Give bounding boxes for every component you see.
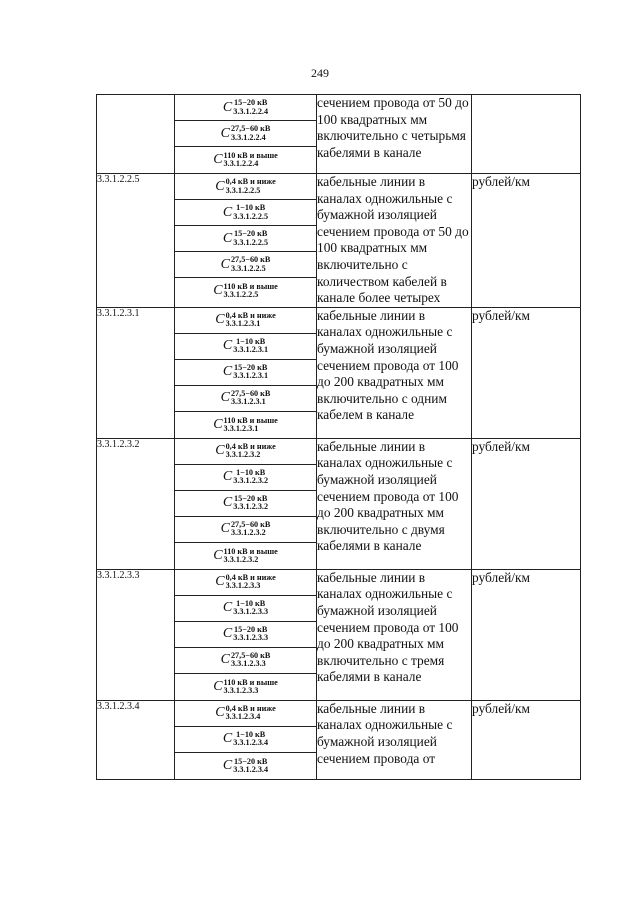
symbol-entry [175, 334, 316, 360]
symbol-entry [175, 701, 316, 727]
symbol-base: C [222, 338, 233, 354]
symbol-index: 3.3.1.2.3.4 [233, 738, 269, 748]
symbol-voltage: 27,5−60 кВ [230, 651, 271, 661]
symbol-index: 3.3.1.2.2.5 [233, 237, 269, 247]
symbol-base: C [222, 364, 233, 380]
symbol-base: C [222, 731, 233, 747]
symbol-index: 3.3.1.2.2.5 [225, 185, 261, 195]
symbol-base: C [220, 521, 230, 537]
symbol-base: C [213, 547, 223, 563]
row-description: кабельные линии в каналах одножильные с бумажной изоляцией сечением провода от 100 до 200 квадратных мм включительно с одним кабелем в канале [317, 307, 472, 438]
symbol-base: C [213, 152, 223, 167]
symbol-base: C [220, 652, 230, 668]
symbol-voltage: 15−20 кВ [234, 98, 268, 108]
symbol-entry [175, 727, 316, 753]
symbol-entry [175, 491, 316, 517]
symbol-index: 3.3.1.2.3.3 [233, 633, 269, 643]
symbol-index: 3.3.1.2.3.3 [233, 607, 269, 617]
symbol-base: C [222, 600, 233, 616]
row-code: 3.3.1.2.3.1 [97, 307, 175, 438]
symbol-index: 3.3.1.2.3.3 [230, 659, 266, 669]
symbol-voltage: 15−20 кВ [234, 625, 268, 635]
symbol-base: C [222, 757, 233, 773]
symbol-voltage: 15−20 кВ [234, 363, 268, 373]
symbol-cell [175, 174, 317, 308]
symbol-index: 3.3.1.2.3.1 [233, 345, 269, 355]
symbol-entry [175, 360, 316, 386]
symbol-base: C [215, 178, 225, 194]
symbol-voltage: 15−20 кВ [234, 756, 268, 766]
row-description: кабельные линии в каналах одножильные с бумажной изоляцией сечением провода от 100 до 200 квадратных мм включительно с двумя кабелями в канале [317, 438, 472, 569]
symbol-base: C [222, 626, 233, 642]
table-row [97, 307, 581, 438]
symbol-voltage: 1−10 кВ [236, 599, 266, 609]
symbol-base: C [222, 495, 233, 511]
symbol-index: 3.3.1.2.3.3 [225, 581, 261, 591]
symbol-voltage: 15−20 кВ [234, 229, 268, 239]
symbol-voltage: 110 кВ и выше [223, 281, 278, 291]
table-body [97, 95, 581, 780]
symbol-cell [175, 95, 317, 174]
symbol-entry [175, 674, 316, 700]
symbol-voltage: 1−10 кВ [236, 337, 266, 347]
symbol-base: C [222, 469, 233, 485]
symbol-base: C [215, 312, 225, 328]
row-code: 3.3.1.2.3.3 [97, 569, 175, 700]
symbol-voltage: 0,4 кВ и ниже [225, 704, 276, 714]
symbol-entry [175, 439, 316, 465]
symbol-voltage: 0,4 кВ и ниже [225, 177, 276, 187]
symbol-index: 3.3.1.2.3.1 [230, 397, 266, 407]
row-unit: рублей/км [472, 569, 581, 700]
symbol-base: C [215, 705, 225, 721]
symbol-voltage: 1−10 кВ [236, 203, 266, 213]
symbol-voltage: 15−20 кВ [234, 494, 268, 504]
symbol-voltage: 1−10 кВ [236, 468, 266, 478]
table-row [97, 700, 581, 779]
symbol-cell [175, 438, 317, 569]
symbol-entry [175, 226, 316, 252]
symbol-index: 3.3.1.2.3.1 [225, 319, 261, 329]
symbol-index: 3.3.1.2.3.1 [233, 371, 269, 381]
symbol-entry [175, 622, 316, 648]
symbol-base: C [215, 574, 225, 590]
symbol-base: C [213, 283, 223, 298]
symbol-voltage: 27,5−60 кВ [230, 124, 271, 134]
symbol-voltage: 27,5−60 кВ [230, 520, 271, 530]
row-code [97, 95, 175, 174]
symbol-voltage: 0,4 кВ и ниже [225, 573, 276, 583]
row-code: 3.3.1.2.3.4 [97, 700, 175, 779]
symbol-base: C [222, 99, 233, 115]
page-number: 249 [311, 66, 329, 80]
symbol-voltage: 1−10 кВ [236, 730, 266, 740]
symbol-index: 3.3.1.2.3.2 [233, 502, 269, 512]
row-unit: рублей/км [472, 174, 581, 308]
table-row [97, 438, 581, 569]
symbol-base: C [220, 390, 230, 406]
symbol-base: C [222, 204, 233, 220]
symbol-entry [175, 386, 316, 412]
symbol-voltage: 110 кВ и выше [223, 150, 278, 160]
symbol-index: 3.3.1.2.2.5 [230, 263, 266, 273]
symbol-voltage: 27,5−60 кВ [230, 255, 271, 265]
symbol-entry [175, 412, 316, 438]
symbol-entry [175, 95, 316, 121]
symbol-index: 3.3.1.2.3.2 [230, 528, 266, 538]
row-unit: рублей/км [472, 307, 581, 438]
table-row [97, 569, 581, 700]
symbol-voltage: 27,5−60 кВ [230, 389, 271, 399]
symbol-voltage: 110 кВ и выше [223, 546, 278, 556]
symbol-index: 3.3.1.2.3.2 [223, 554, 259, 564]
symbol-index: 3.3.1.2.2.4 [230, 132, 266, 142]
symbol-index: 3.3.1.2.3.1 [223, 423, 259, 433]
symbol-cell [175, 569, 317, 700]
symbol-entry [175, 278, 316, 304]
symbol-entry [175, 753, 316, 779]
symbol-voltage: 110 кВ и выше [223, 415, 278, 425]
symbol-base: C [213, 678, 223, 694]
symbol-voltage: 110 кВ и выше [223, 677, 278, 687]
row-code: 3.3.1.2.2.5 [97, 174, 175, 308]
row-description: кабельные линии в каналах одножильные с бумажной изоляцией сечением провода от 50 до 100 квадратных мм включительно с количеством кабелей в канале более четырех [317, 174, 472, 308]
symbol-base: C [213, 416, 223, 432]
symbol-index: 3.3.1.2.2.5 [223, 290, 259, 299]
symbol-base: C [220, 125, 230, 141]
row-unit: рублей/км [472, 438, 581, 569]
row-description: сечением провода от 50 до 100 квадратных мм включительно с четырьмя кабелями в канале [317, 95, 472, 174]
symbol-entry [175, 570, 316, 596]
symbol-voltage: 0,4 кВ и ниже [225, 442, 276, 452]
symbol-entry [175, 121, 316, 147]
symbol-entry [175, 174, 316, 200]
row-description: кабельные линии в каналах одножильные с бумажной изоляцией сечением провода от 100 до 200 квадратных мм включительно с тремя кабелями в канале [317, 569, 472, 700]
symbol-index: 3.3.1.2.2.4 [223, 159, 259, 168]
symbol-entry [175, 147, 316, 173]
symbol-index: 3.3.1.2.3.4 [233, 764, 269, 774]
row-unit: рублей/км [472, 700, 581, 779]
symbol-base: C [215, 443, 225, 459]
symbol-index: 3.3.1.2.2.5 [233, 211, 269, 221]
symbol-index: 3.3.1.2.2.4 [233, 106, 269, 116]
symbol-entry [175, 596, 316, 622]
symbol-index: 3.3.1.2.3.4 [225, 712, 261, 722]
symbol-entry [175, 648, 316, 674]
symbol-index: 3.3.1.2.3.2 [225, 450, 261, 460]
row-description: кабельные линии в каналах одножильные с бумажной изоляцией сечением провода от [317, 700, 472, 779]
symbol-entry [175, 308, 316, 334]
symbol-entry [175, 543, 316, 569]
table-row [97, 174, 581, 308]
symbol-index: 3.3.1.2.3.2 [233, 476, 269, 486]
symbol-index: 3.3.1.2.3.3 [223, 685, 259, 695]
symbol-cell [175, 700, 317, 779]
symbol-cell [175, 307, 317, 438]
symbol-base: C [222, 230, 233, 246]
symbol-entry [175, 252, 316, 278]
symbol-voltage: 0,4 кВ и ниже [225, 311, 276, 321]
symbol-base: C [220, 256, 230, 272]
symbol-entry [175, 517, 316, 543]
tariff-table [96, 94, 581, 780]
row-unit [472, 95, 581, 174]
symbol-entry [175, 465, 316, 491]
row-code: 3.3.1.2.3.2 [97, 438, 175, 569]
table-row [97, 95, 581, 174]
symbol-entry [175, 200, 316, 226]
